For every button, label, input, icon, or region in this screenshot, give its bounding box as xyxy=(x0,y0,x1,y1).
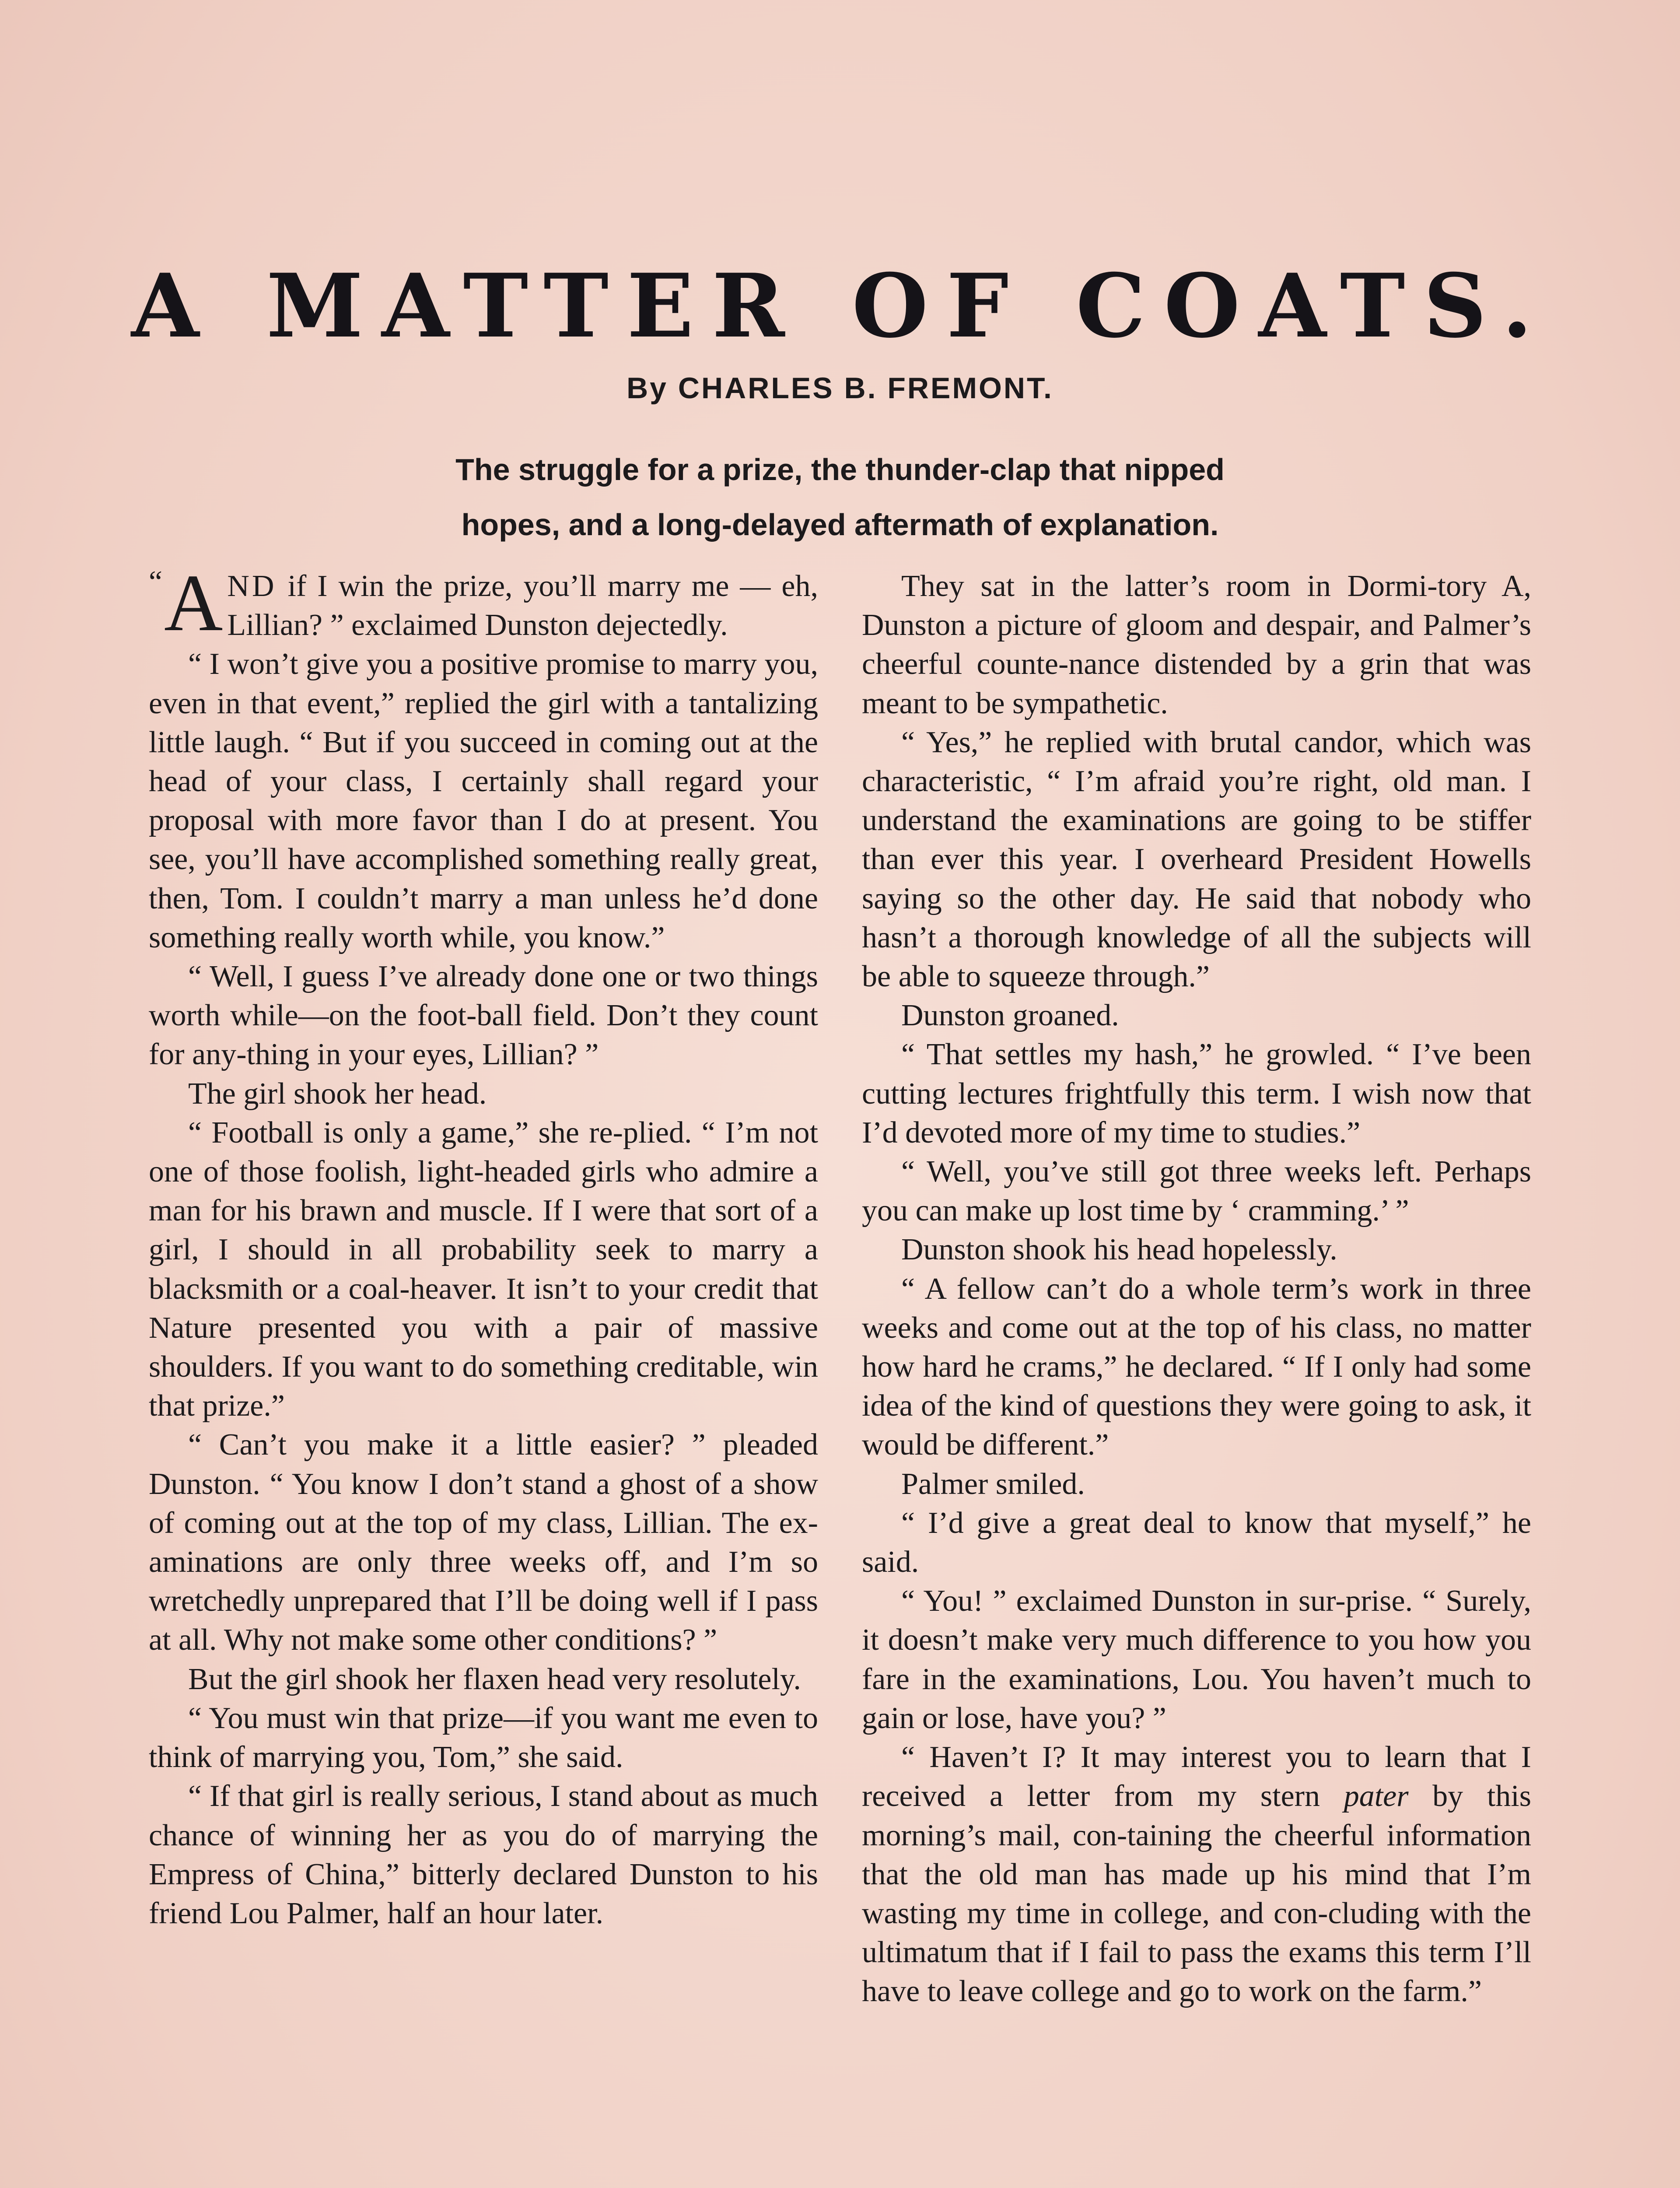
paragraph-text: if I win the prize, you’ll marry me — eh, Lillian? ” exclaimed Dunston dejectedly. xyxy=(227,569,818,642)
paragraph: “ Can’t you make it a little easier? ” pleaded Dunston. “ You know I don’t stand a ghost of a show of coming out at the top of my class, Lillian. The ex-aminations are only three weeks off, and I’m so wretchedly unprepared that I’ll be doing well if I pass at all. Why not make some other conditions? ” xyxy=(149,1428,818,1657)
paragraph-text: by this morning’s mail, con-taining the cheerful information that the old man has made up his mind that I’m wasting my time in college, and con-cluding with the ultimatum that if I fail to pass the exams this term I’ll have to leave college and go to work on the farm.” xyxy=(862,1779,1531,2009)
right-column xyxy=(862,567,1531,2011)
paragraph: But the girl shook her flaxen head very resolutely. xyxy=(188,1662,801,1696)
paragraph: “ I won’t give you a positive promise to marry you, even in that event,” replied the girl with a tantalizing little laugh. “ But if you succeed in coming out at the head of your class, I certainly shall regard your proposal with more favor than I do at present. You see, you’ll have accomplished something really great, then, Tom. I couldn’t marry a man unless he’d done something really worth while, you know.” xyxy=(149,647,818,954)
paragraph: “ That settles my hash,” he growled. “ I’ve been cutting lectures frightfully this term. I wish now that I’d devoted more of my time to studies.” xyxy=(862,1038,1531,1150)
paragraph: “ Well, I guess I’ve already done one or two things worth while—on the foot-ball field. Don’t they count for any-thing in your eyes, Lillian? ” xyxy=(149,960,818,1072)
paragraph: “ I’d give a great deal to know that myself,” he said. xyxy=(862,1506,1531,1579)
deck-line: hopes, and a long-delayed aftermath of explanation. xyxy=(461,508,1219,542)
paragraph: “ A fellow can’t do a whole term’s work in three weeks and come out at the top of his class, no matter how hard he crams,” he declared. “ If I only had some idea of the kind of questions they were going to ask, it would be different.” xyxy=(862,1272,1531,1462)
paragraph: They sat in the latter’s room in Dormi-tory A, Dunston a picture of gloom and despair, and Palmer’s cheerful counte-nance distended by a grin that was meant to be sympathetic. xyxy=(862,569,1531,720)
paragraph: “ You! ” exclaimed Dunston in sur-prise. “ Surely, it doesn’t make very much difference to you how you fare in the examinations, Lou. You haven’t much to gain or lose, have you? ” xyxy=(862,1584,1531,1735)
paragraph: “ Well, you’ve still got three weeks left. Perhaps you can make up lost time by ‘ cramming.’ ” xyxy=(862,1155,1531,1228)
paragraph: “ If that girl is really serious, I stand about as much chance of winning her as you do of marrying the Empress of China,” bitterly declared Dunston to his friend Lou Palmer, half an hour later. xyxy=(149,1779,818,1930)
opening-quote-mark: “ xyxy=(149,565,163,599)
article-deck xyxy=(385,442,1295,552)
paragraph xyxy=(862,1738,1531,2011)
paragraph: Dunston groaned. xyxy=(901,999,1119,1033)
drop-cap-continuation: ND xyxy=(227,569,277,603)
left-column xyxy=(149,558,818,1933)
opening-paragraph xyxy=(149,558,818,648)
drop-cap: A xyxy=(164,558,223,648)
paragraph: “ Football is only a game,” she re-plied. “ I’m not one of those foolish, light-headed girls who admire a man for his brawn and muscle. If I were that sort of a girl, I should in all probability seek to marry a blacksmith or a coal-heaver. It isn’t to your credit that Nature presented you with a pair of massive shoulders. If you want to do something creditable, win that prize.” xyxy=(149,1115,818,1423)
paragraph: Palmer smiled. xyxy=(901,1467,1085,1501)
deck-line: The struggle for a prize, the thunder-clap that nipped xyxy=(455,452,1225,487)
article-title: A MATTER OF COATS. xyxy=(131,255,1551,358)
paragraph: “ Yes,” he replied with brutal candor, which was characteristic, “ I’m afraid you’re right, old man. I understand the examinations are going to be stiffer than ever this year. I overheard President Howells saying so the other day. He said that nobody who hasn’t a thorough knowledge of all the subjects will be able to squeeze through.” xyxy=(862,725,1531,994)
paragraph: “ You must win that prize—if you want me even to think of marrying you, Tom,” she said. xyxy=(149,1701,818,1774)
italic-word: pater xyxy=(1344,1779,1409,1813)
paragraph-text: “ Haven’t I? It may interest you to learn that I received a letter from my stern xyxy=(862,1740,1531,1813)
article-byline: By CHARLES B. FREMONT. xyxy=(626,372,1054,405)
paragraph: The girl shook her head. xyxy=(188,1076,487,1111)
paragraph: Dunston shook his head hopelessly. xyxy=(901,1233,1337,1267)
